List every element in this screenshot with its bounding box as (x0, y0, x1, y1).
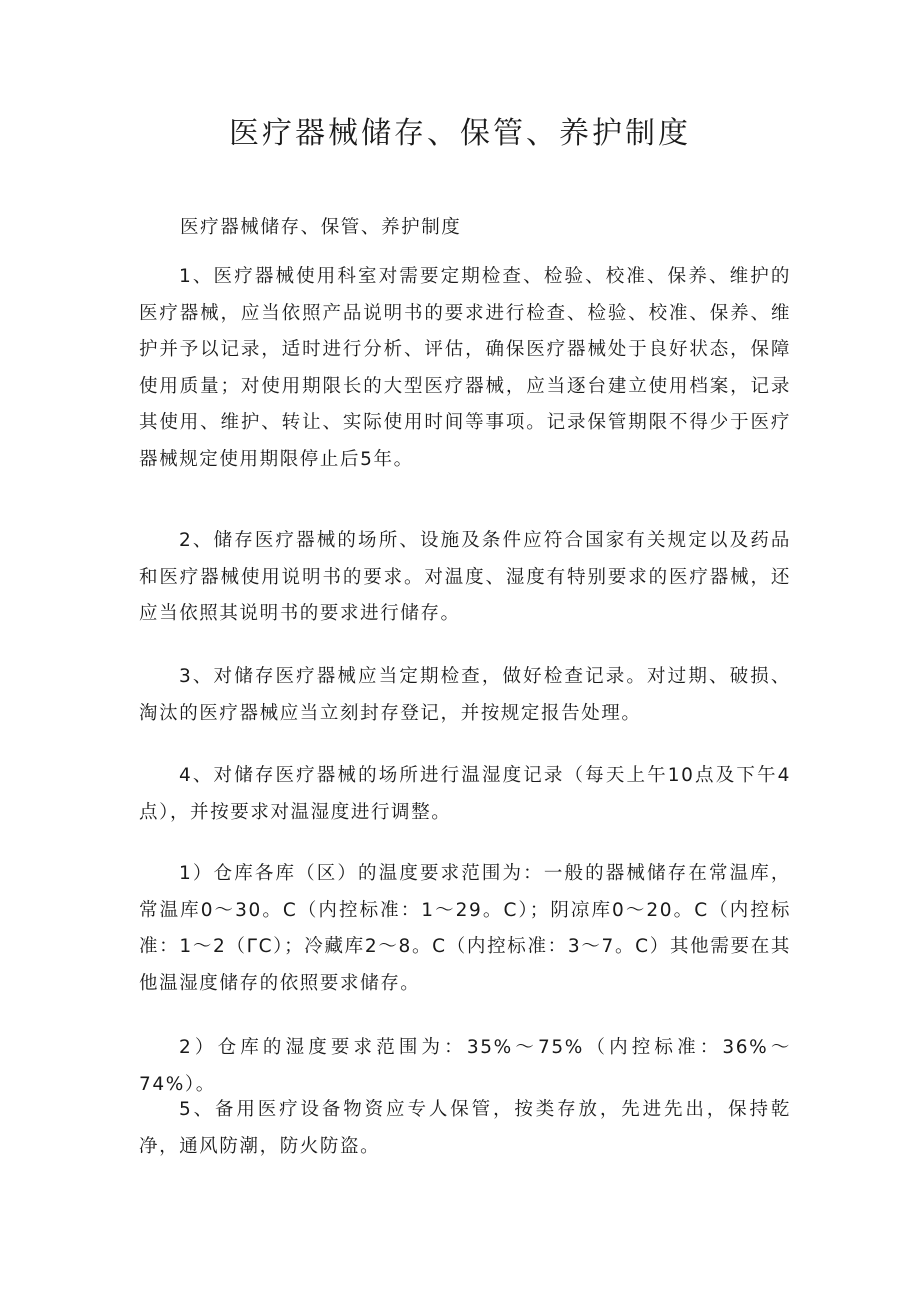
paragraph-3: 3、对储存医疗器械应当定期检查，做好检查记录。对过期、破损、淘汰的医疗器械应当立刻封存登记，并按规定报告处理。 (139, 666, 791, 724)
paragraph-temperature: 1）仓库各库（区）的温度要求范围为：一般的器械储存在常温库，常温库0～30。C（内控标准：1～29。C）；阴凉库0～20。C（内控标准：1～2（ΓC）；冷藏库2～8。C（内控标准：3～7。C）其他需要在其他温湿度储存的依照要求储存。 (139, 863, 791, 994)
paragraph-1: 1、医疗器械使用科室对需要定期检查、检验、校准、保养、维护的医疗器械，应当依照产品说明书的要求进行检查、检验、校准、保养、维护并予以记录，适时进行分析、评估，确保医疗器械处于良好状态，保障使用质量；对使用期限长的大型医疗器械，应当逐台建立使用档案，记录其使用、维护、转让、实际使用时间等事项。记录保管期限不得少于医疗器械规定使用期限停止后5年。 (139, 266, 791, 470)
paragraph-2: 2、储存医疗器械的场所、设施及条件应符合国家有关规定以及药品和医疗器械使用说明书的要求。对温度、湿度有特别要求的医疗器械，还应当依照其说明书的要求进行储存。 (139, 530, 791, 624)
paragraph-4: 4、对储存医疗器械的场所进行温湿度记录（每天上午10点及下午4点），并按要求对温湿度进行调整。 (139, 765, 791, 823)
document-title: 医疗器械储存、保管、养护制度 (229, 116, 691, 151)
document-subtitle: 医疗器械储存、保管、养护制度 (180, 217, 462, 238)
paragraph-5: 5、备用医疗设备物资应专人保管，按类存放，先进先出，保持乾净，通风防潮，防火防盗。 (139, 1099, 791, 1157)
paragraph-humidity: 2）仓库的湿度要求范围为：35%～75%（内控标准：36%～74%）。 (139, 1037, 791, 1095)
